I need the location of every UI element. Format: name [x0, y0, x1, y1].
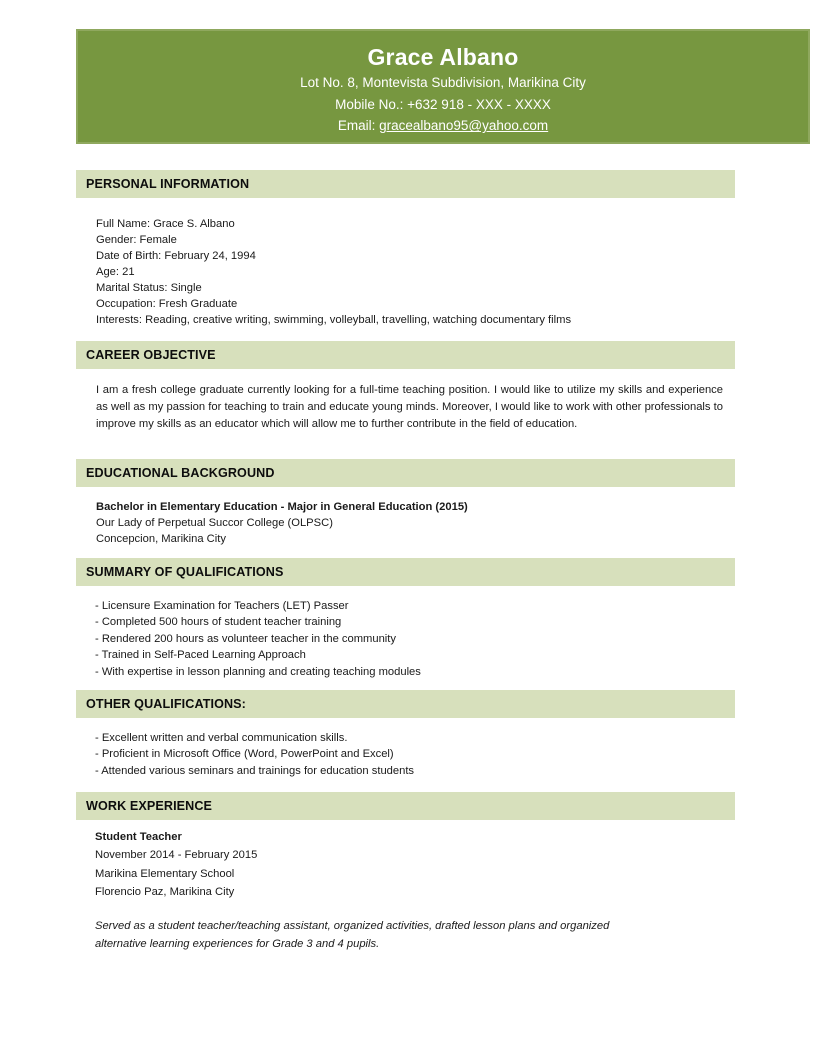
section-title-text: SUMMARY OF QUALIFICATIONS	[86, 565, 284, 579]
summary-of-qualifications-list	[95, 598, 735, 680]
section-title-text: WORK EXPERIENCE	[86, 799, 213, 813]
work-employer: Marikina Elementary School	[95, 867, 235, 880]
personal-information-content	[96, 216, 736, 328]
work-job-title: Student Teacher	[95, 831, 182, 843]
personal-info-line: Marital Status: Single	[96, 282, 202, 295]
education-school: Our Lady of Perpetual Succor College (OLPSC)	[96, 517, 333, 530]
email-label: Email:	[337, 118, 376, 134]
section-title-text: PERSONAL INFORMATION	[86, 177, 250, 191]
section-title-text: OTHER QUALIFICATIONS:	[86, 697, 246, 711]
resume-header-banner	[76, 29, 810, 144]
other-qualifications-list	[95, 730, 735, 779]
personal-info-line: Gender: Female	[96, 234, 177, 247]
section-header-other-qualifications	[76, 690, 735, 718]
section-title-text: CAREER OBJECTIVE	[86, 348, 216, 362]
list-item: - With expertise in lesson planning and creating teaching modules	[95, 665, 421, 678]
work-dates: November 2014 - February 2015	[95, 849, 258, 862]
candidate-address: Lot No. 8, Montevista Subdivision, Marikina City	[300, 74, 586, 90]
personal-info-line: Full Name: Grace S. Albano	[96, 218, 235, 230]
work-experience-description: Served as a student teacher/teaching assistant, organized activities, drafted lesson plans and organized alternative learning experiences for Grade 3 and 4 pupils.	[95, 920, 610, 950]
section-title-text: EDUCATIONAL BACKGROUND	[86, 466, 275, 480]
candidate-email-link[interactable]: gracealbano95@yahoo.com	[379, 118, 549, 134]
career-objective-paragraph: I am a fresh college graduate currently looking for a full-time teaching position. I would like to utilize my skills and experience as well as my passion for teaching to train and educate young minds. Moreover, I would like to work with other professionals to improve my skills as an educator which will allow me to further contribute in the field of education.	[96, 384, 723, 431]
list-item: - Proficient in Microsoft Office (Word, PowerPoint and Excel)	[95, 748, 394, 761]
list-item: - Trained in Self-Paced Learning Approach	[95, 649, 306, 662]
list-item: - Excellent written and verbal communication skills.	[95, 732, 348, 744]
section-header-summary-of-qualifications	[76, 558, 735, 586]
candidate-email-row	[78, 115, 808, 137]
section-header-career-objective	[76, 341, 735, 369]
list-item: - Completed 500 hours of student teacher training	[95, 616, 342, 629]
list-item: - Licensure Examination for Teachers (LET) Passer	[95, 600, 349, 612]
education-location: Concepcion, Marikina City	[96, 533, 226, 546]
section-header-work-experience	[76, 792, 735, 820]
section-header-personal-information	[76, 170, 735, 198]
educational-background-content	[96, 499, 736, 547]
candidate-name: Grace Albano	[367, 44, 519, 70]
section-header-educational-background	[76, 459, 735, 487]
personal-info-line: Occupation: Fresh Graduate	[96, 298, 238, 311]
list-item: - Attended various seminars and trainings for education students	[95, 764, 415, 777]
personal-info-line: Date of Birth: February 24, 1994	[96, 250, 256, 263]
personal-info-line: Interests: Reading, creative writing, swimming, volleyball, travelling, watching documentary films	[96, 314, 572, 327]
work-experience-entry	[95, 828, 735, 901]
list-item: - Rendered 200 hours as volunteer teacher in the community	[95, 632, 396, 645]
work-location: Florencio Paz, Marikina City	[95, 886, 235, 899]
education-degree: Bachelor in Elementary Education - Major in General Education (2015)	[96, 501, 468, 513]
candidate-mobile: Mobile No.: +632 918 - XXX - XXXX	[335, 96, 551, 112]
personal-info-line: Age: 21	[96, 266, 135, 279]
